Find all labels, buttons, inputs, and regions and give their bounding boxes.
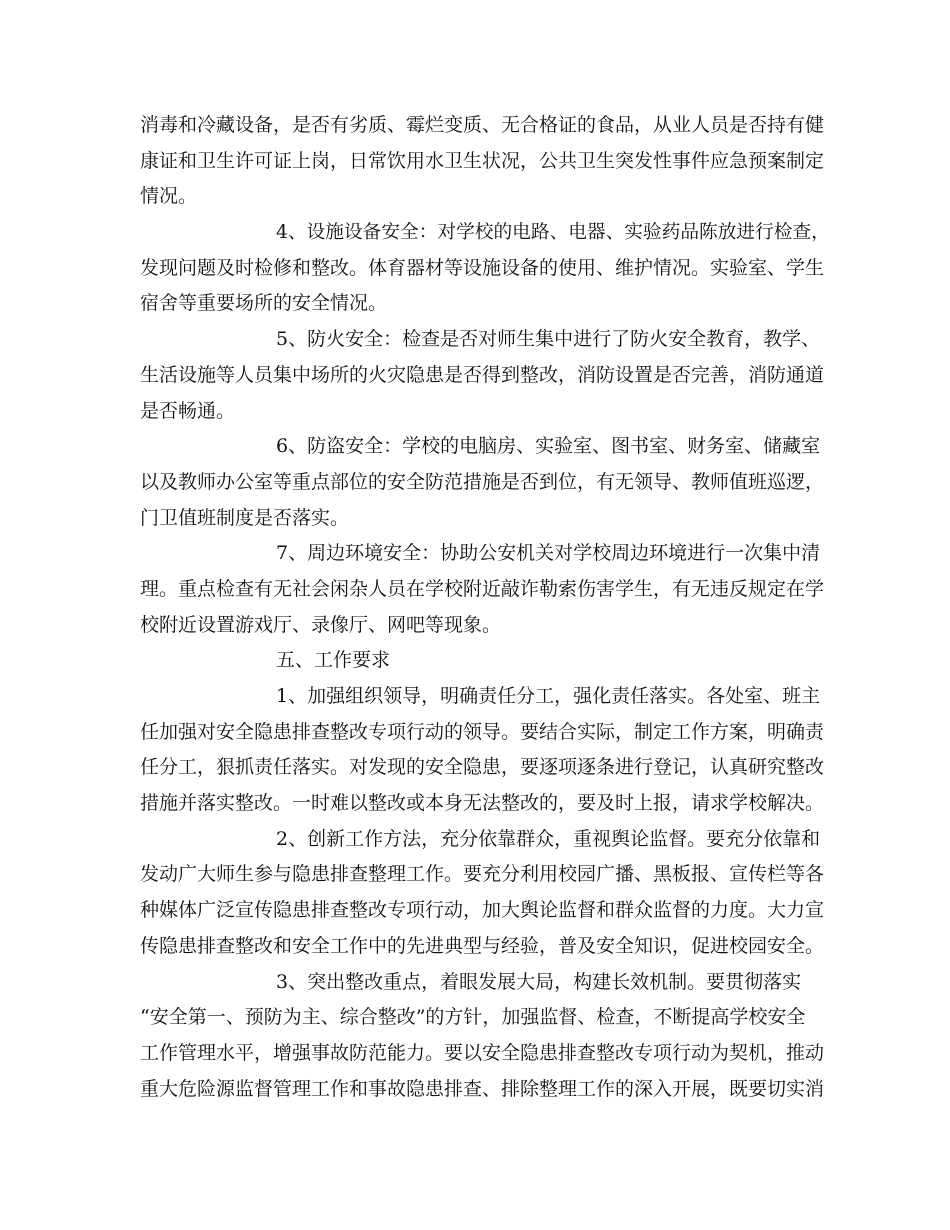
text-line: 2、创新工作方法，充分依靠群众，重视舆论监督。要充分依靠和 [276, 827, 821, 850]
text-line: 1、加强组织领导，明确责任分工，强化责任落实。各处室、班主 [276, 685, 821, 707]
text-line: 五、工作要求 [276, 649, 391, 672]
text-line: 传隐患排查整改和安全工作中的先进典型与经验，普及安全知识，促进校园安全。 [140, 934, 825, 957]
text-line: 发动广大师生参与隐患排查整理工作。要充分利用校园广播、黑板报、宣传栏等各 [140, 863, 825, 886]
text-line: 5、防火安全：检查是否对师生集中进行了防火安全教育，教学、 [276, 328, 821, 351]
text-line: 种媒体广泛宣传隐患排查整改专项行动，加大舆论监督和群众监督的力度。大力宣 [140, 899, 825, 922]
text-line: 任加强对安全隐患排查整改专项行动的领导。要结合实际，制定工作方案，明确责 [140, 720, 825, 743]
text-line: 情况。 [140, 185, 198, 208]
text-line: 校附近设置游戏厅、录像厅、网吧等现象。 [140, 613, 502, 636]
text-line: 宿舍等重要场所的安全情况。 [140, 292, 388, 315]
text-line: 4、设施设备安全：对学校的电路、电器、实验药品陈放进行检查， [276, 222, 830, 244]
text-line: 发现问题及时检修和整改。体育器材等设施设备的使用、维护情况。实验室、学生 [140, 256, 825, 279]
text-line: 措施并落实整改。一时难以整改或本身无法整改的，要及时上报，请求学校解决。 [140, 792, 825, 815]
text-line: 3、突出整改重点，着眼发展大局，构建长效机制。要贯彻落实 [276, 970, 802, 993]
text-line: 消毒和冷藏设备，是否有劣质、霉烂变质、无合格证的食品，从业人员是否持有健 [140, 114, 825, 136]
text-line: 以及教师办公室等重点部位的安全防范措施是否到位，有无领导、教师值班巡逻， [140, 470, 825, 493]
text-line: 门卫值班制度是否落实。 [140, 506, 350, 529]
text-line: 重大危险源监督管理工作和事故隐患排查、排除整理工作的深入开展，既要切实消 [140, 1077, 825, 1100]
text-line: 是否畅通。 [140, 399, 236, 422]
text-line: 理。重点检查有无社会闲杂人员在学校附近敲诈勒索伤害学生，有无违反规定在学 [140, 577, 825, 600]
text-line: 康证和卫生许可证上岗，日常饮用水卫生状况，公共卫生突发性事件应急预案制定 [140, 149, 825, 172]
text-line: 7、周边环境安全：协助公安机关对学校周边环境进行一次集中清 [276, 542, 821, 565]
text-line: 6、防盗安全：学校的电脑房、实验室、图书室、财务室、储藏室 [276, 435, 821, 458]
text-line: 任分工，狠抓责任落实。对发现的安全隐患，要逐项逐条进行登记，认真研究整改 [140, 756, 825, 779]
text-line: 工作管理水平，增强事故防范能力。要以安全隐患排查整改专项行动为契机，推动 [140, 1041, 825, 1064]
text-line: 生活设施等人员集中场所的火灾隐患是否得到整改，消防设置是否完善，消防通道 [140, 363, 825, 386]
text-line: “安全第一、预防为主、综合整改”的方针，加强监督、检查，不断提高学校安全 [140, 1006, 806, 1029]
document-body [140, 108, 830, 1107]
